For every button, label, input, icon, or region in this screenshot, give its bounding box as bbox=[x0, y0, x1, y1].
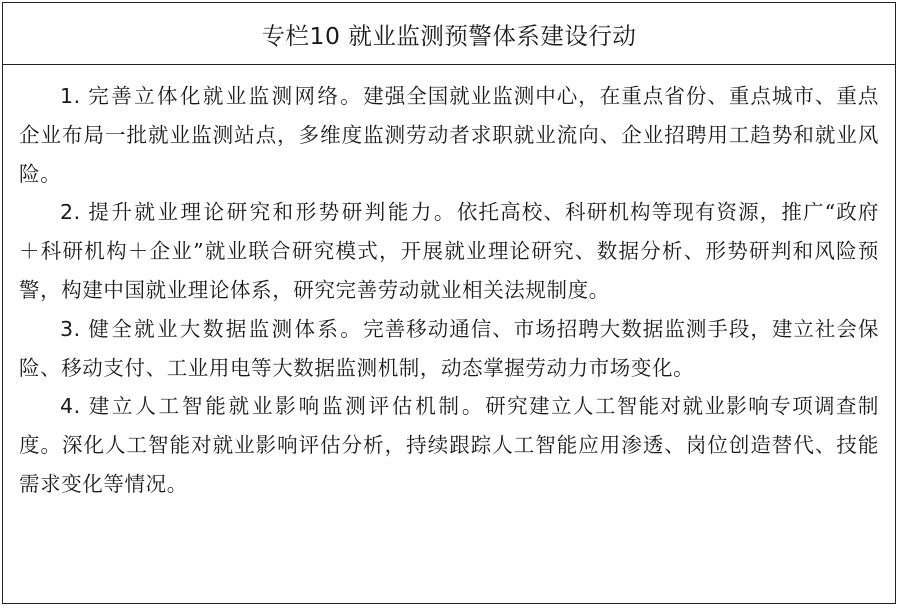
title-row bbox=[3, 3, 895, 65]
item-4-heading: 建立人工智能就业影响监测评估机制。 bbox=[88, 394, 486, 419]
column-content bbox=[3, 65, 895, 504]
column-box bbox=[2, 2, 896, 604]
item-1-heading: 完善立体化就业监测网络。 bbox=[88, 84, 364, 108]
item-3-heading: 健全就业大数据监测体系。 bbox=[88, 316, 364, 341]
item-3-body: 完善移动通信、市场招聘大数据监测手段，建立社会保险、移动支付、工业用电等大数据监测机制，动态掌握劳动力市场变化。 bbox=[19, 316, 879, 380]
item-2-heading: 提升就业理论研究和形势研判能力。 bbox=[88, 200, 457, 225]
item-1 bbox=[19, 77, 879, 193]
item-2-body: 依托高校、科研机构等现有资源，推广“政府＋科研机构＋企业”就业联合研究模式，开展就业理论研究、数据分析、形势研判和风险预警，构建中国就业理论体系，研究完善劳动就业相关法规制度。 bbox=[19, 200, 879, 302]
item-3 bbox=[19, 310, 879, 388]
item-4 bbox=[19, 387, 879, 503]
item-4-number: 4. bbox=[60, 394, 81, 419]
item-2 bbox=[19, 193, 879, 309]
column-title: 专栏10 就业监测预警体系建设行动 bbox=[261, 21, 637, 50]
item-2-number: 2. bbox=[60, 200, 81, 225]
item-3-number: 3. bbox=[60, 316, 81, 341]
item-1-body: 建强全国就业监测中心，在重点省份、重点城市、重点企业布局一批就业监测站点，多维度监测劳动者求职就业流向、企业招聘用工趋势和就业风险。 bbox=[19, 84, 879, 186]
item-1-number: 1. bbox=[60, 84, 81, 108]
item-4-body: 研究建立人工智能对就业影响专项调查制度。深化人工智能对就业影响评估分析，持续跟踪人工智能应用渗透、岗位创造替代、技能需求变化等情况。 bbox=[19, 394, 880, 496]
